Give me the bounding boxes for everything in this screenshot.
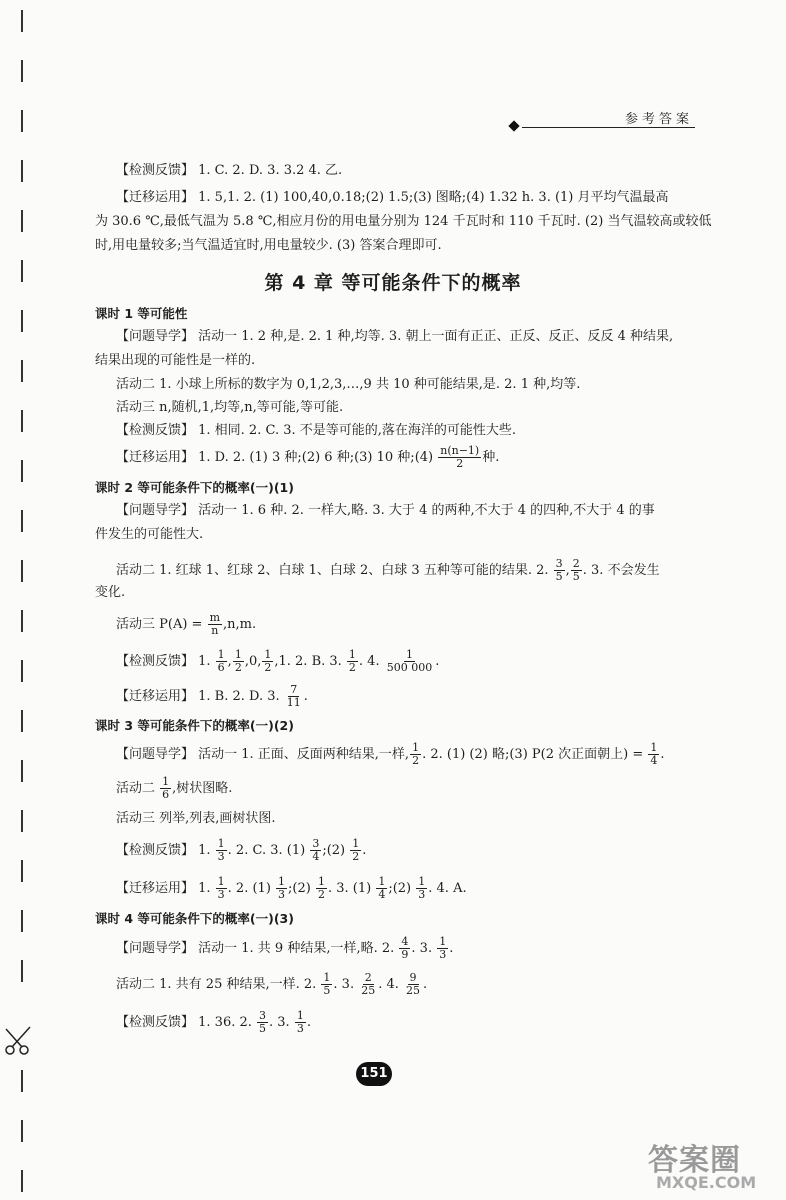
text-line [116, 972, 427, 997]
text-span: 活动三 P(A) = [116, 617, 207, 632]
fraction [399, 936, 410, 961]
numerator: 1 [348, 648, 356, 661]
numerator: 3 [259, 1009, 267, 1022]
numerator: 9 [409, 971, 417, 984]
fraction [160, 776, 171, 801]
fraction [216, 876, 227, 901]
fraction [571, 558, 582, 583]
fraction [347, 649, 358, 674]
numerator: 1 [217, 648, 225, 661]
numerator: 1 [412, 741, 420, 754]
fraction [404, 972, 422, 997]
denominator: 3 [439, 948, 447, 961]
numerator: 1 [264, 648, 272, 661]
text-span: . 3. [333, 977, 359, 992]
fraction [438, 445, 481, 470]
text-span: ,1. 2. B. 3. [274, 654, 346, 669]
denominator: 2 [412, 754, 420, 767]
text-line: 【迁移运用】 1. 5,1. 2. (1) 100,40,0.18;(2) 1.5;(3) 图略;(4) 1.32 h. 3. (1) 月平均气温最高 [116, 190, 669, 205]
denominator: 3 [217, 888, 225, 901]
numerator: 1 [418, 875, 426, 888]
denominator: 2 [264, 661, 272, 674]
text-span: . [306, 1015, 311, 1030]
text-line [116, 612, 256, 637]
numerator: 3 [555, 557, 563, 570]
denominator: 3 [217, 850, 225, 863]
denominator: 5 [323, 984, 331, 997]
numerator: 4 [401, 935, 409, 948]
text-line: 【问题导学】 活动一 1. 6 种. 2. 一样大,略. 3. 大于 4 的两种,不大于 4 的四种,不大于 4 的事 [116, 503, 655, 518]
fraction [262, 649, 273, 674]
fraction [276, 876, 287, 901]
lesson-title: 课时 2 等可能条件下的概率(一)(1) [95, 480, 294, 495]
text-span: . [303, 689, 308, 704]
fraction [385, 649, 435, 674]
numerator: 3 [312, 837, 320, 850]
text-line [116, 936, 453, 961]
text-span: ;(2) [288, 881, 315, 896]
text-span: . 3. [269, 1015, 294, 1030]
scissors-icon [2, 1025, 36, 1059]
fraction [416, 876, 427, 901]
lesson-title: 课时 4 等可能条件下的概率(一)(3) [95, 911, 294, 926]
denominator: 3 [418, 888, 426, 901]
fraction [295, 1010, 306, 1035]
numerator: 1 [278, 875, 286, 888]
header-rule [522, 127, 695, 128]
diamond-icon [508, 120, 519, 131]
text-span: . 3. (1) [327, 881, 376, 896]
numerator: 2 [572, 557, 580, 570]
watermark-url: MXQE.COM [656, 1173, 757, 1192]
denominator: 25 [406, 984, 421, 997]
denominator: 2 [352, 850, 360, 863]
text-span: . 3. [411, 941, 437, 956]
numerator: 1 [217, 875, 225, 888]
denominator: 5 [572, 570, 580, 583]
numerator: 1 [323, 971, 331, 984]
text-span: 【迁移运用】 1. B. 2. D. 3. [116, 689, 284, 704]
text-line: 【检测反馈】 1. 相同. 2. C. 3. 不是等可能的,落在海洋的可能性大些. [116, 423, 517, 438]
fraction [208, 612, 222, 637]
denominator: 2 [348, 661, 356, 674]
page-header [510, 114, 695, 134]
denominator: 3 [278, 888, 286, 901]
text-line: 活动二 1. 小球上所标的数字为 0,1,2,3,…,9 共 10 种可能结果,是. 2. 1 种,均等. [116, 377, 581, 392]
numerator: m [209, 611, 221, 624]
denominator: 2 [234, 661, 242, 674]
text-line: 【检测反馈】 1. C. 2. D. 3. 3.2 4. 乙. [116, 163, 343, 178]
page-number: 151 [360, 1066, 388, 1081]
text-span: . 4. [378, 977, 404, 992]
denominator: 6 [217, 661, 225, 674]
denominator: 2 [317, 888, 325, 901]
fraction [285, 684, 303, 709]
text-line: 活动三 列举,列表,画树状图. [116, 811, 276, 826]
denominator: 4 [378, 888, 386, 901]
fraction [216, 649, 227, 674]
text-span: 活动二 1. 红球 1、红球 2、白球 1、白球 2、白球 3 五种等可能的结果. 2. [116, 563, 553, 578]
header-title: 参考答案 [624, 112, 693, 127]
text-line [116, 445, 499, 470]
denominator: 5 [555, 570, 563, 583]
text-line: 活动二 1. 红球 1、红球 2、白球 1、白球 2、白球 3 五种等可能的结果. 2. $\frac{3}{5}$ , $\frac{2}{5}$ . 3. 不会发生 [116, 557, 660, 583]
numerator: 1 [234, 648, 242, 661]
denominator: 6 [162, 788, 170, 801]
cut-line [18, 0, 26, 1200]
text-span: . [449, 941, 454, 956]
numerator: 1 [405, 648, 413, 661]
numerator: 1 [296, 1009, 304, 1022]
denominator: 9 [401, 948, 409, 961]
denominator: 5 [259, 1022, 267, 1035]
text-span: . 4. A. [428, 881, 467, 896]
fraction [410, 742, 421, 767]
fraction [257, 1010, 268, 1035]
fraction [233, 649, 244, 674]
fraction [554, 558, 565, 583]
text-line [116, 684, 308, 709]
text-span: 【迁移运用】 1. D. 2. (1) 3 种;(2) 6 种;(3) 10 种;(4) [116, 450, 438, 465]
watermark-logo: 答案圈 [648, 1143, 741, 1178]
chapter-title: 第 4 章 等可能条件下的概率 [264, 272, 522, 294]
text-line: 时,用电量较多;当气温适宜时,用电量较少. (3) 答案合理即可. [95, 238, 442, 253]
text-span: ;(2) [388, 881, 416, 896]
fraction [310, 838, 321, 863]
text-span: ,n,m. [223, 617, 257, 632]
text-line: 为 30.6 ℃,最低气温为 5.8 ℃,相应月份的用电量分别为 124 千瓦时和 110 千瓦时. (2) 当气温较高或较低 [95, 214, 712, 229]
watermark [648, 1135, 783, 1195]
text-line: 变化. [95, 585, 126, 600]
text-line: 结果出现的可能性是一样的. [95, 353, 256, 368]
text-span: 【检测反馈】 1. [116, 843, 215, 858]
text-span: 【检测反馈】 1. 36. 2. [116, 1015, 257, 1030]
text-line: 件发生的可能性大. [95, 527, 204, 542]
denominator: 25 [361, 984, 376, 997]
numerator: 2 [364, 971, 372, 984]
lesson-title: 课时 1 等可能性 [95, 306, 188, 321]
fraction [359, 972, 377, 997]
text-line: 【检测反馈】 1. $\frac{1}{6}$ , $\frac{1}{2}$ ,0, $\frac{1}{2}$ ,1. 2. B. 3. $\frac{1}{2}$ . 4. $\frac{1}{500 000}$ . [116, 648, 440, 674]
text-line [116, 1010, 311, 1035]
text-span: . 2. (1) (2) 略;(3) P(2 次正面朝上) = [422, 747, 648, 762]
text-line [116, 838, 366, 863]
text-span: . 3. 不会发生 [582, 563, 660, 578]
numerator: n(n−1) [440, 444, 480, 457]
denominator: 3 [296, 1022, 304, 1035]
text-line [116, 776, 232, 801]
text-span: . [362, 843, 367, 858]
numerator: 7 [290, 683, 298, 696]
denominator: 4 [312, 850, 320, 863]
denominator: 11 [286, 696, 301, 709]
text-span: 【问题导学】 活动一 1. 共 9 种结果,一样,略. 2. [116, 941, 399, 956]
denominator: 2 [456, 457, 464, 470]
text-span: ,0, [244, 654, 262, 669]
numerator: 1 [162, 775, 170, 788]
fraction [216, 838, 227, 863]
denominator: 4 [650, 754, 658, 767]
numerator: 1 [317, 875, 325, 888]
numerator: 1 [650, 741, 658, 754]
denominator: n [211, 624, 219, 637]
numerator: 1 [378, 875, 386, 888]
text-span: 活动二 [116, 781, 160, 796]
text-span: . 4. [358, 654, 384, 669]
text-span: . [660, 747, 665, 762]
text-line [116, 876, 467, 901]
text-span: 【检测反馈】 1. [116, 654, 215, 669]
fraction [648, 742, 659, 767]
lesson-title: 课时 3 等可能条件下的概率(一)(2) [95, 718, 294, 733]
fraction [437, 936, 448, 961]
fraction [316, 876, 327, 901]
text-span: . [423, 977, 428, 992]
text-span: ;(2) [322, 843, 350, 858]
page-number-badge [356, 1062, 392, 1086]
numerator: 1 [439, 935, 447, 948]
numerator: 1 [352, 837, 360, 850]
text-span: . 2. C. 3. (1) [227, 843, 310, 858]
text-span: 种. [482, 450, 500, 465]
text-span: 【迁移运用】 1. [116, 881, 215, 896]
text-span: 活动二 1. 共有 25 种结果,一样. 2. [116, 977, 321, 992]
text-line: 【问题导学】 活动一 1. 2 种,是. 2. 1 种,均等. 3. 朝上一面有正正、正反、反正、反反 4 种结果, [116, 329, 674, 344]
text-line [116, 742, 665, 767]
text-line: 活动三 n,随机,1,均等,n,等可能,等可能. [116, 400, 344, 415]
denominator: 500 000 [386, 661, 433, 674]
fraction [321, 972, 332, 997]
numerator: 1 [217, 837, 225, 850]
text-span: . 2. (1) [227, 881, 276, 896]
text-span: . [435, 654, 440, 669]
fraction [376, 876, 387, 901]
text-span: 【问题导学】 活动一 1. 正面、反面两种结果,一样, [116, 747, 410, 762]
fraction [350, 838, 361, 863]
text-span: ,树状图略. [172, 781, 233, 796]
